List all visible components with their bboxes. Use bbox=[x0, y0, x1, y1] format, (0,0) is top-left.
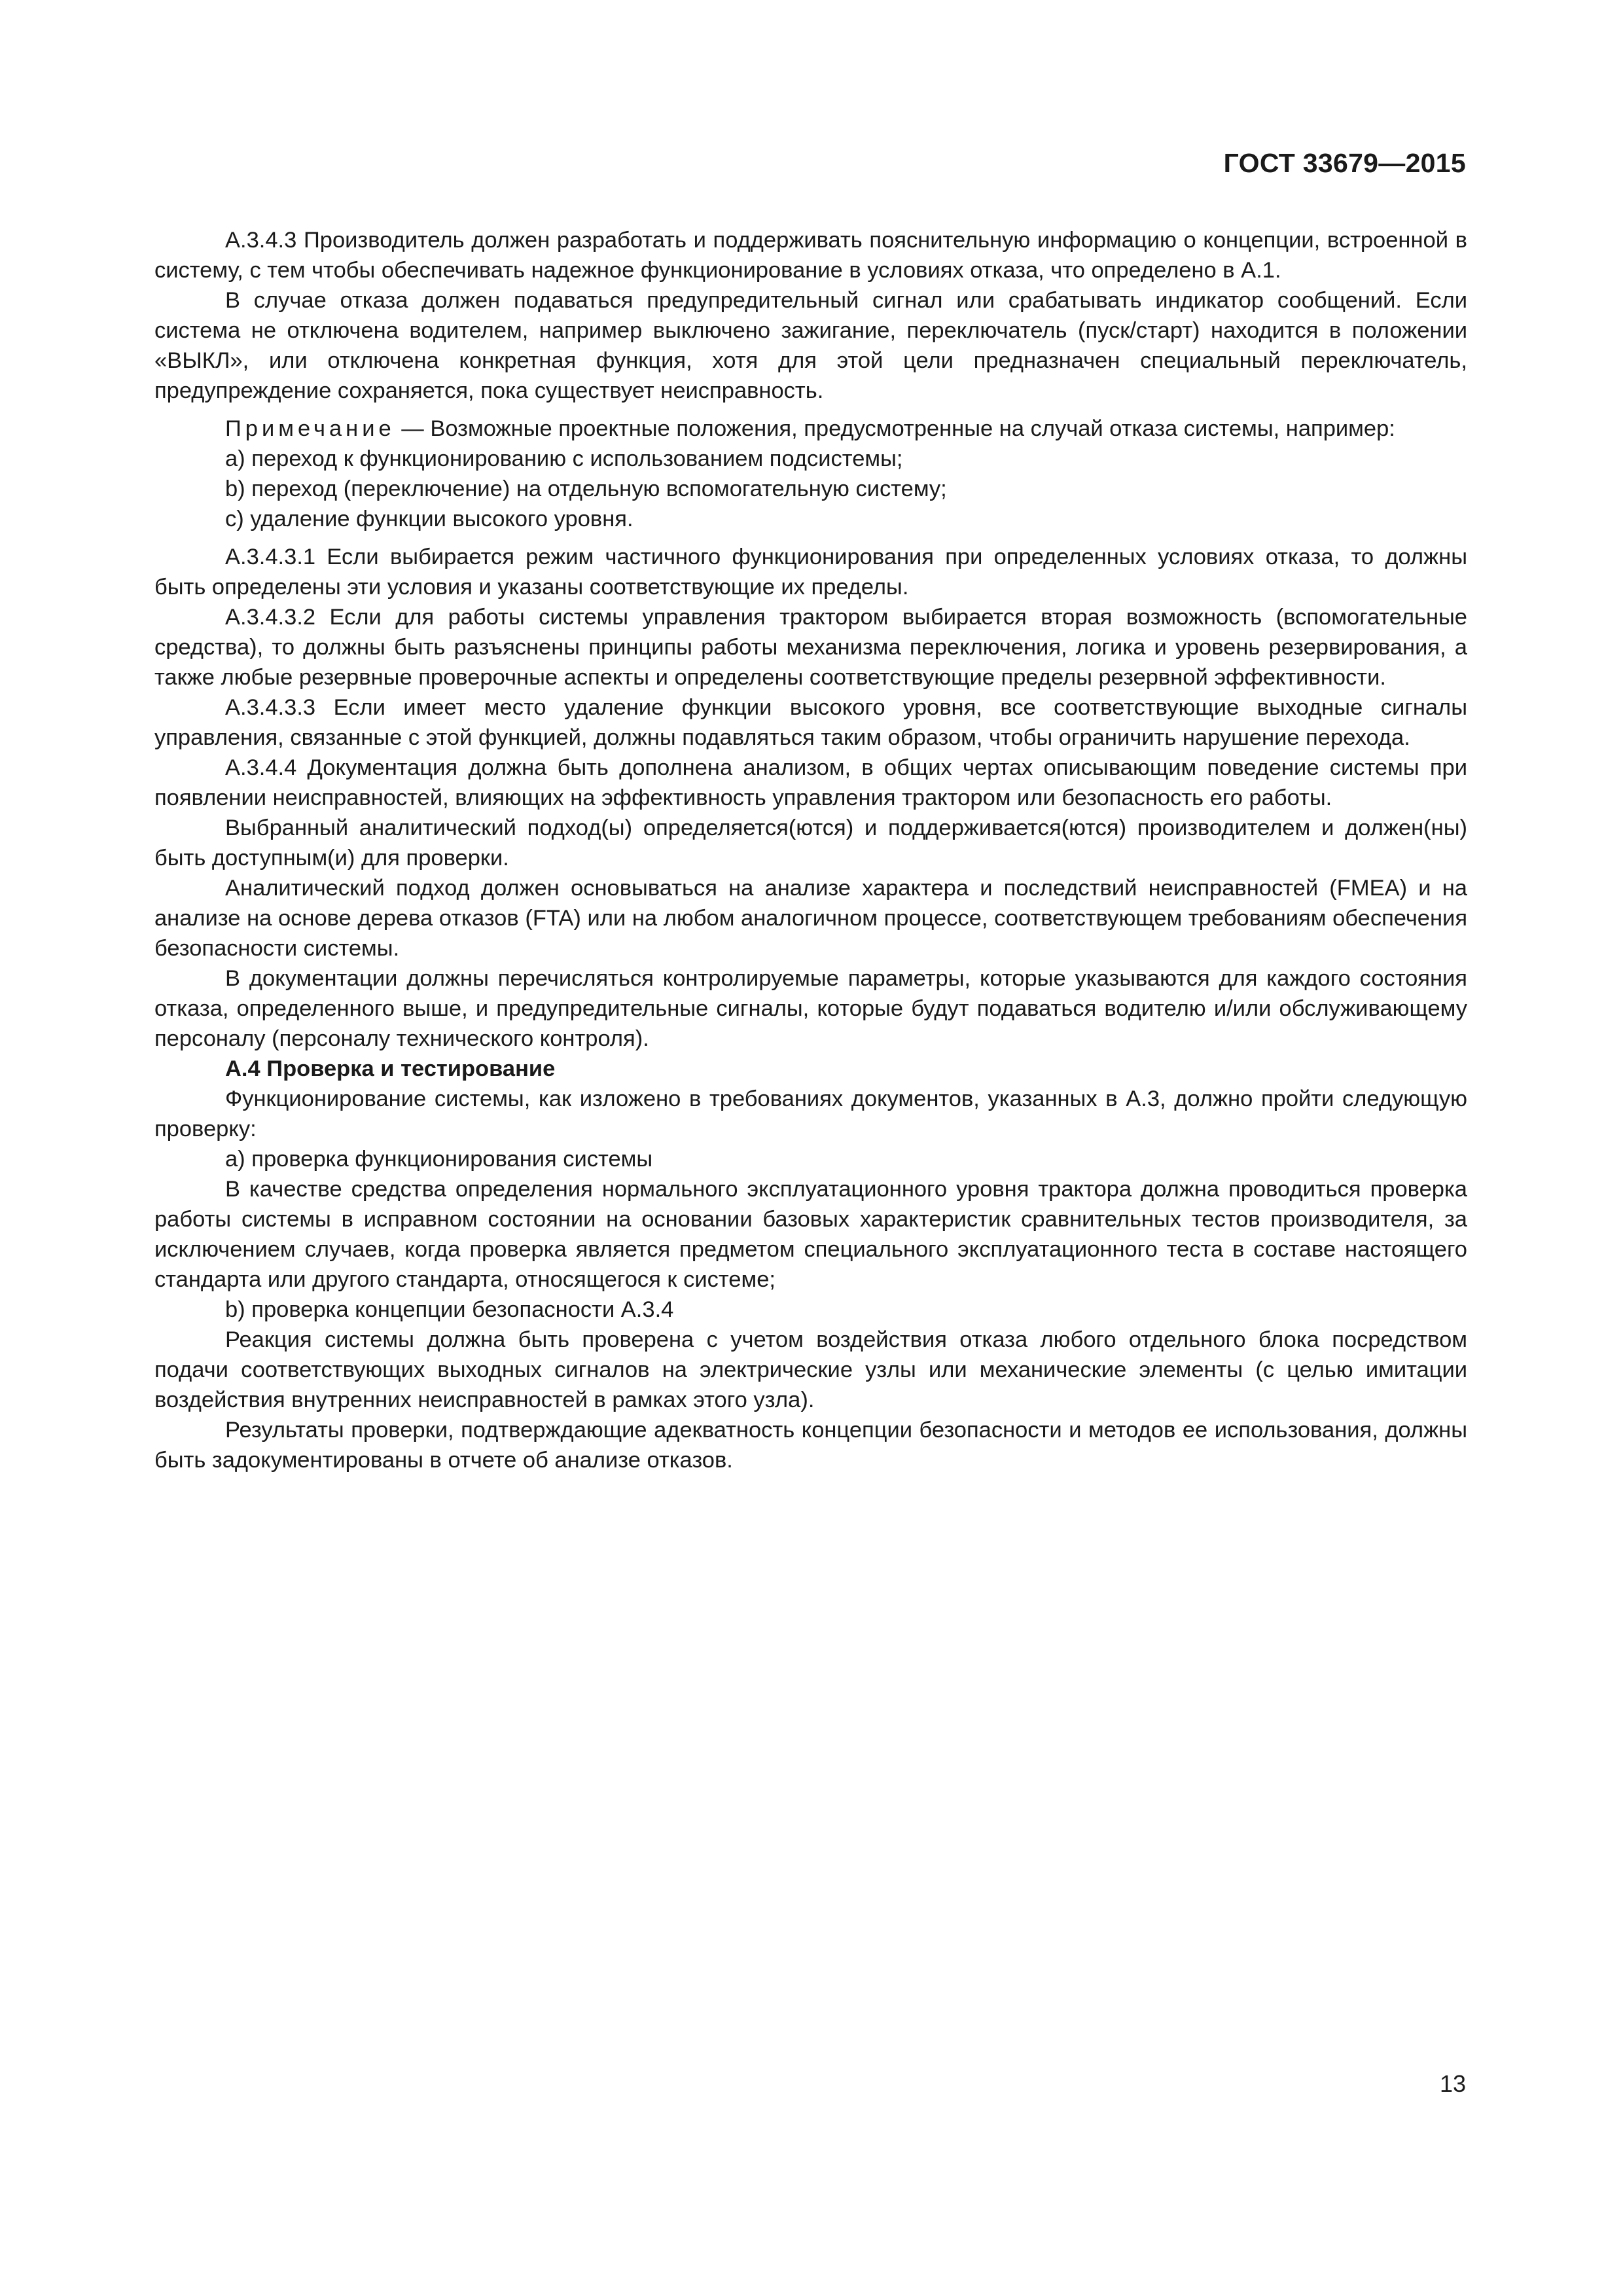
section-heading: А.4 Проверка и тестирование bbox=[225, 1056, 556, 1081]
paragraph: А.3.4.3 Производитель должен разработать и поддерживать пояснительную информацию о концепции, встроенной в систему, с тем чтобы обеспечивать надежное функционирование в условиях отказа, что определено в А.1. bbox=[154, 228, 1467, 283]
document-header-code: ГОСТ 33679—2015 bbox=[1223, 148, 1466, 178]
paragraph: А.3.4.3.3 Если имеет место удаление функции высокого уровня, все соответствующие выходные сигналы управления, связанные с этой функцией, должны подавляться таким образом, чтобы ограничить нарушение перехода. bbox=[154, 695, 1467, 750]
note-text: — Возможные проектные положения, предусмотренные на случай отказа системы, например: bbox=[395, 416, 1395, 441]
note-list-item: а) переход к функционированию с использованием подсистемы; bbox=[225, 446, 903, 471]
paragraph: В документации должны перечисляться контролируемые параметры, которые указываются для каждого состояния отказа, определенного выше, и предупредительные сигналы, которые будут подаваться водителю и/или обслуживающему персоналу (персоналу технического контроля). bbox=[154, 966, 1467, 1051]
paragraph: А.3.4.4 Документация должна быть дополнена анализом, в общих чертах описывающим поведение системы при появлении неисправностей, влияющих на эффективность управления трактором или безопасность его работы. bbox=[154, 755, 1467, 810]
paragraph: Результаты проверки, подтверждающие адекватность концепции безопасности и методов ее использования, должны быть задокументированы в отчете об анализе отказов. bbox=[154, 1418, 1467, 1473]
paragraph: Функционирование системы, как изложено в требованиях документов, указанных в А.3, должно пройти следующую проверку: bbox=[154, 1086, 1467, 1141]
paragraph: Реакция системы должна быть проверена с учетом воздействия отказа любого отдельного блока посредством подачи соответствующих выходных сигналов на электрические узлы или механические элементы (с целью имитации воздействия внутренних неисправностей в рамках этого узла). bbox=[154, 1327, 1467, 1412]
paragraph: А.3.4.3.2 Если для работы системы управления трактором выбирается вторая возможность (вспомогательные средства), то должны быть разъяснены принципы работы механизма переключения, логика и уровень резервирования, а также любые резервные проверочные аспекты и определены соответствующие пределы резервной эффективности. bbox=[154, 605, 1467, 690]
paragraph: В качестве средства определения нормального эксплуатационного уровня трактора должна проводиться проверка работы системы в исправном состоянии на основании базовых характеристик сравнительных тестов производителя, за исключением случаев, когда проверка является предметом специального эксплуатационного теста в составе настоящего стандарта или другого стандарта, относящегося к системе; bbox=[154, 1177, 1467, 1292]
note-list-item: b) переход (переключение) на отдельную вспомогательную систему; bbox=[225, 476, 947, 501]
page-number: 13 bbox=[1439, 2070, 1466, 2097]
note-label: Примечание bbox=[225, 416, 395, 441]
paragraph: Аналитический подход должен основываться на анализе характера и последствий неисправностей (FMEA) и на анализе на основе дерева отказов (FTA) или на любом аналогичном процессе, соответствующем требованиям обеспечения безопасности системы. bbox=[154, 876, 1467, 961]
note-paragraph bbox=[154, 414, 1467, 444]
paragraph: В случае отказа должен подаваться предупредительный сигнал или срабатывать индикатор сообщений. Если система не отключена водителем, например выключено зажигание, переключатель (пуск/старт) находится в положении «ВЫКЛ», или отключена конкретная функция, хотя для этой цели предназначен специальный переключатель, предупреждение сохраняется, пока существует неисправность. bbox=[154, 288, 1467, 403]
paragraph: Выбранный аналитический подход(ы) определяется(ются) и поддерживается(ются) производителем и должен(ны) быть доступным(и) для проверки. bbox=[154, 816, 1467, 870]
list-item: а) проверка функционирования системы bbox=[225, 1147, 653, 1172]
note-list-item: с) удаление функции высокого уровня. bbox=[225, 507, 633, 531]
document-body bbox=[154, 225, 1467, 1475]
list-item: b) проверка концепции безопасности А.3.4 bbox=[225, 1297, 674, 1322]
paragraph: А.3.4.3.1 Если выбирается режим частичного функционирования при определенных условиях отказа, то должны быть определены эти условия и указаны соответствующие их пределы. bbox=[154, 545, 1467, 600]
